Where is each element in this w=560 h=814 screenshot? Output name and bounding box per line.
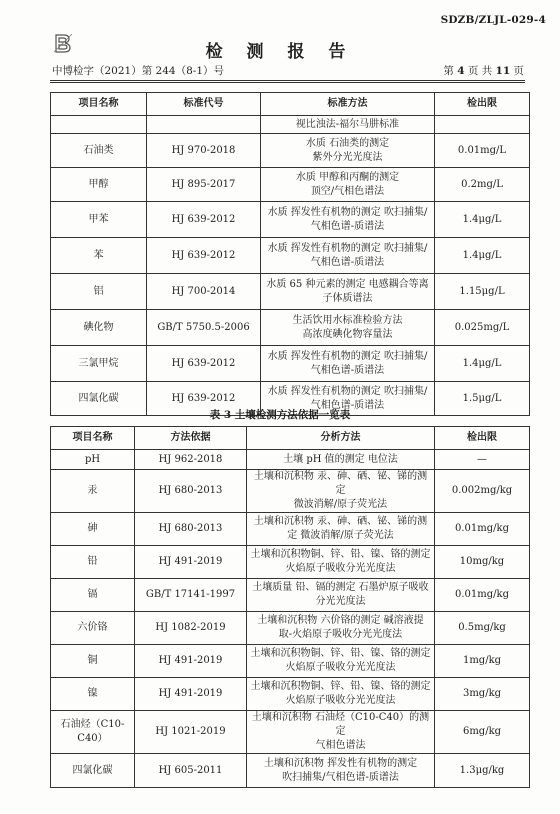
table-row [51,168,530,202]
method-cell: 水质 石油类的测定 紫外分光光度法 [261,134,435,168]
detection-limit-cell: 1.4μg/L [435,238,530,274]
detection-limit-cell: 0.01mg/kg [435,513,530,546]
header-rule [50,80,525,81]
detection-limit-cell: 1.4μg/L [435,346,530,382]
item-name-cell: 甲苯 [51,202,147,238]
table-row [51,310,530,346]
page-current: 4 [457,65,465,77]
standard-code-cell: GB/T 5750.5-2006 [147,310,261,346]
table-row [51,470,530,513]
item-name-cell: 石油类 [51,134,147,168]
method-cell: 土壤和沉积物 挥发性有机物的测定 吹扫捕集/气相色谱-质谱法 [247,754,435,788]
soil-methods-table [50,426,530,788]
item-name-cell [51,116,147,134]
standard-code-cell: HJ 605-2011 [135,754,247,788]
table-row [51,513,530,546]
standard-code-cell: HJ 491-2019 [135,678,247,711]
standard-code-cell: HJ 491-2019 [135,645,247,678]
method-cell: 视比浊法-福尔马肼标准 [261,116,435,134]
standard-code-cell: HJ 639-2012 [147,238,261,274]
method-cell: 水质 甲醇和丙酮的测定 顶空/气相色谱法 [261,168,435,202]
detection-limit-cell: 0.5mg/kg [435,612,530,645]
detection-limit-cell: 1.15μg/L [435,274,530,310]
standard-code-cell: HJ 639-2012 [147,346,261,382]
item-name-cell: 苯 [51,238,147,274]
item-name-cell: 石油烃（C10-C40） [51,711,135,754]
standard-code-cell: HJ 680-2013 [135,470,247,513]
detection-limit-cell: 1.5μg/L [435,382,530,416]
header-cell: 项目名称 [51,427,135,450]
header-rule-secondary [50,82,525,83]
detection-limit-cell: 0.01mg/L [435,134,530,168]
standard-code-cell: GB/T 17141-1997 [135,579,247,612]
table-header-row [51,427,530,450]
method-cell: 水质 挥发性有机物的测定 吹扫捕集/ 气相色谱-质谱法 [261,202,435,238]
report-title: 检 测 报 告 [205,42,355,62]
standard-code-cell: HJ 680-2013 [135,513,247,546]
method-cell: 生活饮用水标准检验方法 高浓度碘化物容量法 [261,310,435,346]
method-cell: 水质 挥发性有机物的测定 吹扫捕集/ 气相色谱-质谱法 [261,346,435,382]
table-row [51,678,530,711]
method-cell: 土壤和沉积物铜、锌、铅、镍、铬的测定 火焰原子吸收分光光度法 [247,678,435,711]
item-name-cell: 砷 [51,513,135,546]
table-row [51,711,530,754]
standard-code-cell: HJ 1021-2019 [135,711,247,754]
detection-limit-cell: 1.3μg/kg [435,754,530,788]
table-header-row [51,93,530,116]
method-cell: 土壤和沉积物铜、锌、铅、镍、铬的测定 火焰原子吸收分光光度法 [247,645,435,678]
table-row [51,579,530,612]
header-cell: 标准代号 [147,93,261,116]
standard-code-cell: HJ 491-2019 [135,546,247,579]
item-name-cell: 四氯化碳 [51,754,135,788]
table-row [51,546,530,579]
item-name-cell: 镍 [51,678,135,711]
page-indicator [443,63,524,78]
document-code: SDZB/ZLJL-029-4 [440,14,546,26]
report-number: 中博检字（2021）第 244（8-1）号 [52,65,225,77]
standard-code-cell: HJ 1082-2019 [135,612,247,645]
method-cell: 土壤和沉积物 六价铬的测定 碱溶液提 取-火焰原子吸收分光光度法 [247,612,435,645]
method-cell: 土壤和沉积物铜、锌、铅、镍、铬的测定 火焰原子吸收分光光度法 [247,546,435,579]
table-row [51,346,530,382]
detection-limit-cell: 3mg/kg [435,678,530,711]
header-cell: 检出限 [435,93,530,116]
detection-limit-cell: 10mg/kg [435,546,530,579]
table-row [51,116,530,134]
item-name-cell: 铜 [51,645,135,678]
item-name-cell: 铝 [51,274,147,310]
method-cell: 土壤和沉积物 石油烃（C10-C40）的测定 气相色谱法 [247,711,435,754]
header-cell: 检出限 [435,427,530,450]
detection-limit-cell: 0.2mg/L [435,168,530,202]
table-row [51,612,530,645]
item-name-cell: 汞 [51,470,135,513]
item-name-cell: 镉 [51,579,135,612]
table3-caption: 表 3 土壤检测方法依据一览表 [209,409,351,421]
item-name-cell: 六价铬 [51,612,135,645]
page-suffix: 页 [513,65,524,77]
detection-limit-cell [435,116,530,134]
detection-limit-cell: 1mg/kg [435,645,530,678]
standard-code-cell: HJ 895-2017 [147,168,261,202]
table-row [51,645,530,678]
standard-code-cell: HJ 962-2018 [135,450,247,470]
detection-limit-cell: 0.002mg/kg [435,470,530,513]
table-row [51,202,530,238]
page-total: 11 [495,65,511,77]
header-cell: 方法依据 [135,427,247,450]
page-prefix: 第 [443,65,454,77]
table-row [51,754,530,788]
detection-limit-cell: 1.4μg/L [435,202,530,238]
item-name-cell: 甲醇 [51,168,147,202]
standard-code-cell: HJ 700-2014 [147,274,261,310]
header-cell: 分析方法 [247,427,435,450]
standard-code-cell: HJ 639-2012 [147,202,261,238]
item-name-cell: pH [51,450,135,470]
item-name-cell: 碘化物 [51,310,147,346]
method-cell: 土壤和沉积物 汞、砷、硒、铋、锑的测定 微波消解/原子荧光法 [247,470,435,513]
standard-code-cell: HJ 970-2018 [147,134,261,168]
method-cell: 水质 挥发性有机物的测定 吹扫捕集/ 气相色谱-质谱法 [261,238,435,274]
detection-limit-cell: 6mg/kg [435,711,530,754]
method-cell: 土壤质量 铅、镉的测定 石墨炉原子吸收 分光光度法 [247,579,435,612]
method-cell: 水质 挥发性有机物的测定 吹扫捕集/ 气相色谱-质谱法 [261,382,435,416]
water-methods-table [50,92,530,416]
standard-code-cell [147,116,261,134]
item-name-cell: 四氯化碳 [51,382,147,416]
method-cell: 水质 65 种元素的测定 电感耦合等离 子体质谱法 [261,274,435,310]
method-cell: 土壤 pH 值的测定 电位法 [247,450,435,470]
item-name-cell: 三氯甲烷 [51,346,147,382]
header-cell: 标准方法 [261,93,435,116]
table-row [51,274,530,310]
standard-code-cell: HJ 639-2012 [147,382,261,416]
item-name-cell: 铅 [51,546,135,579]
page-mid: 页 共 [467,65,493,77]
method-cell: 土壤和沉积物 汞、砷、硒、铋、锑的测 定 微波消解/原子荧光法 [247,513,435,546]
detection-limit-cell: 0.01mg/kg [435,579,530,612]
detection-limit-cell: — [435,450,530,470]
table-row [51,134,530,168]
detection-limit-cell: 0.025mg/L [435,310,530,346]
table-row [51,238,530,274]
header-cell: 项目名称 [51,93,147,116]
table-row [51,450,530,470]
